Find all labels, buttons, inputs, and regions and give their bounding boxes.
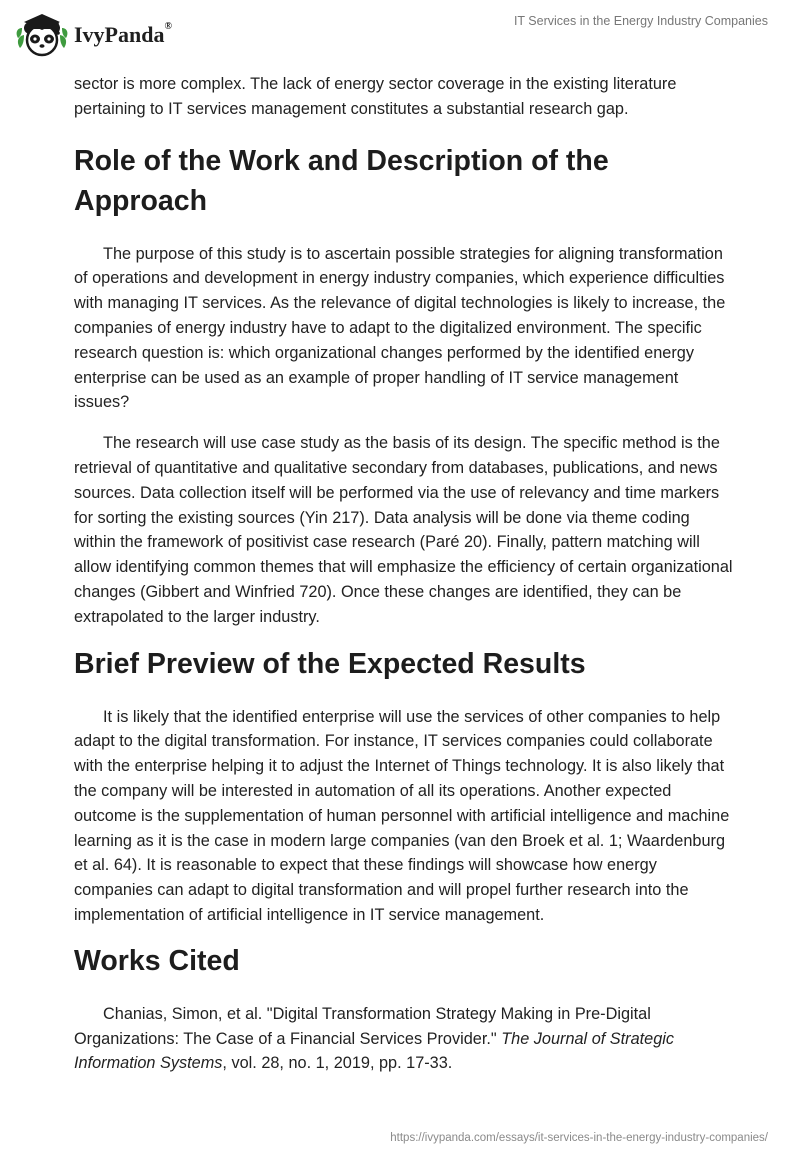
panda-graduate-icon <box>14 8 70 60</box>
citation-journal: The Journal of Strategic Information Systems <box>74 1029 675 1073</box>
page-header <box>0 0 800 70</box>
citation-chanias <box>74 1002 734 1076</box>
paragraph-purpose: The purpose of this study is to ascertain possible strategies for aligning transformation of operations and development in energy industry companies, which experience difficulties with managing IT services. As the relevance of digital technologies is likely to increase, the companies of energy industry have to adapt to the digitalized environment. The specific research question is: which organizational changes performed by the identified energy enterprise can be used as an example of proper handling of IT service management issues? <box>74 244 726 412</box>
ivypanda-logo[interactable] <box>14 8 172 60</box>
paragraph-expected-results: It is likely that the identified enterprise will use the services of other companies to help adapt to the digital transformation. For instance, IT services companies could collaborate with the enterprise helping it to adjust the Internet of Things technology. It is also likely that the company will be interested in automation of all its operations. Another expected outcome is the supplementation of human personnel with artificial intelligence and machine learning as it is the case in modern large companies (van den Broek et al. 1; Waardenburg et al. 64). It is reasonable to expect that these findings will showcase how energy companies can adapt to digital transformation and will propel further research into the implementation of artificial intelligence in IT service management. <box>74 707 730 924</box>
footer-url-link[interactable]: https://ivypanda.com/essays/it-services-in-the-energy-industry-companies/ <box>390 1132 768 1144</box>
document-title: IT Services in the Energy Industry Companies <box>513 14 768 28</box>
section-heading-works-cited: Works Cited <box>74 944 240 977</box>
registered-mark: ® <box>164 21 172 32</box>
section-heading-role: Role of the Work and Description of the Approach <box>74 144 609 217</box>
citation-details: , vol. 28, no. 1, 2019, pp. 17-33. <box>222 1054 453 1073</box>
brand-name: IvyPanda® <box>74 21 172 47</box>
paragraph-research-design: The research will use case study as the basis of its design. The specific method is the retrieval of quantitative and qualitative secondary from databases, publications, and news sources. Data collection itself will be performed via the use of relevancy and time markers for sorting the existing sources (Yin 217). Data analysis will be done via theme coding within the framework of positivist case research (Paré 20). Finally, pattern matching will allow identifying common themes that will emphasize the efficiency of certain organizational changes (Gibbert and Winfried 720). Once these changes are identified, they can be extrapolated to the larger industry. <box>74 434 733 626</box>
citation-text: Chanias, Simon, et al. "Digital Transformation Strategy Making in Pre-Digital Organizations: The Case of a Financial Services Provider." <box>74 1004 651 1048</box>
intro-paragraph: sector is more complex. The lack of energy sector coverage in the existing literature pertaining to IT services management constitutes a substantial research gap. <box>74 75 677 118</box>
section-heading-results: Brief Preview of the Expected Results <box>74 647 586 680</box>
essay-content <box>74 70 734 1076</box>
